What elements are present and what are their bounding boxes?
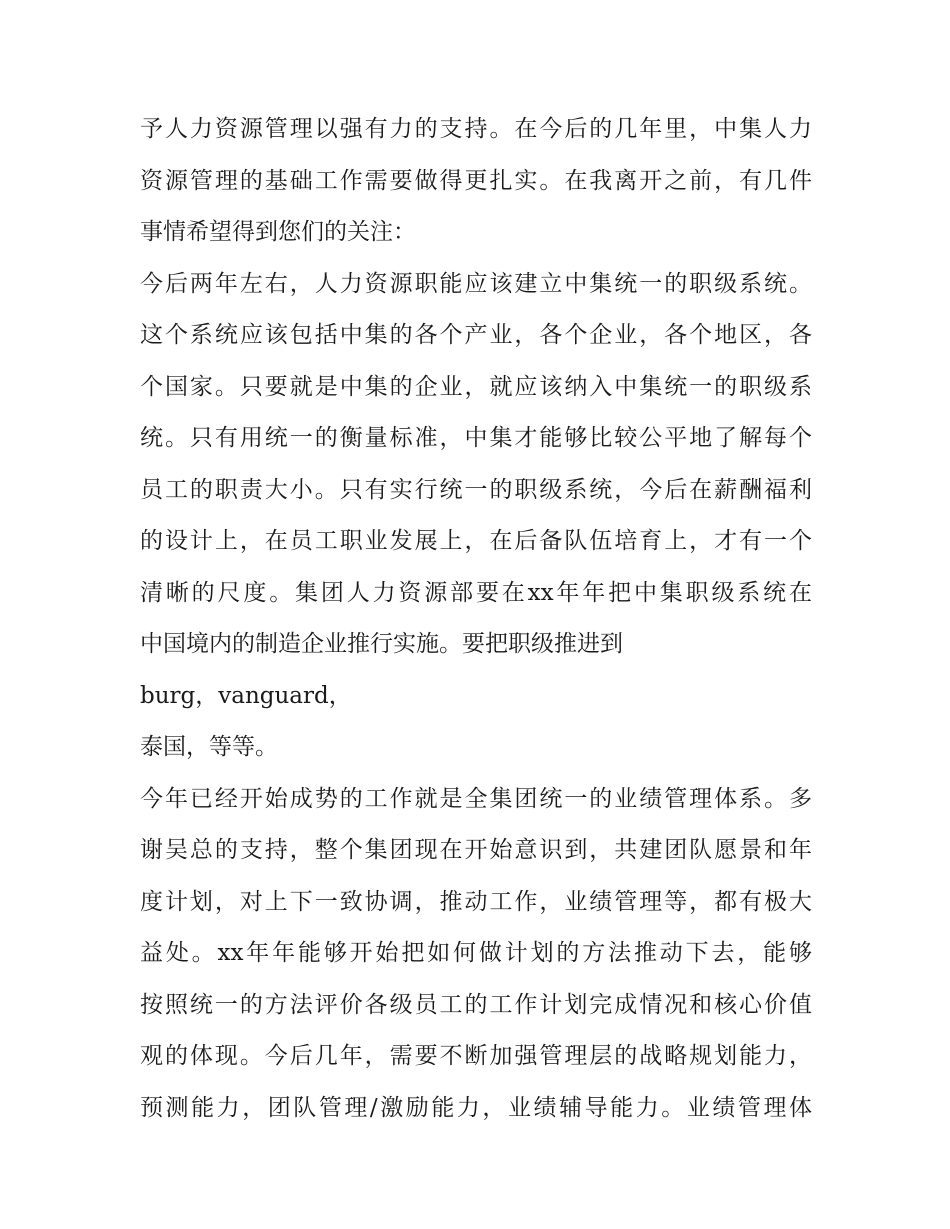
text-line: 这个系统应该包括中集的各个产业，各个企业，各个地区，各 [140,322,812,348]
text-line: 谢吴总的支持，整个集团现在开始意识到，共建团队愿景和年 [140,837,812,863]
text-line: 员工的职责大小。只有实行统一的职级系统，今后在薪酬福利 [140,476,812,503]
text-line: 今年已经开始成势的工作就是全集团统一的业绩管理体系。多 [140,785,812,812]
text-line: 预测能力，团队管理/激励能力，业绩辅导能力。业绩管理体 [140,1094,812,1121]
text-line: 中国境内的制造企业推行实施。要把职级推进到 [140,631,623,657]
text-line: 清晰的尺度。集团人力资源部要在xx年年把中集职级系统在 [140,579,812,606]
text-line: 个国家。只要就是中集的企业，就应该纳入中集统一的职级系 [140,373,812,400]
text-line: 事情希望得到您们的关注： [140,219,416,245]
text-line: 的设计上，在员工职业发展上，在后备队伍培育上，才有一个 [140,528,812,554]
text-line: 予人力资源管理以强有力的支持。在今后的几年里，中集人力 [140,116,812,142]
text-line: 按照统一的方法评价各级员工的工作计划完成情况和核心价值 [140,991,812,1018]
text-line: 观的体现。今后几年，需要不断加强管理层的战略规划能力， [140,1043,812,1069]
paragraph-grade-system [140,259,812,671]
text-line: 泰国，等等。 [140,734,278,760]
paragraph-locations [140,671,812,723]
text-line: 益处。xx年年能够开始把如何做计划的方法推动下去，能够 [140,940,812,966]
text-line: 度计划，对上下一致协调，推动工作，业绩管理等，都有极大 [140,888,812,915]
text-line: 资源管理的基础工作需要做得更扎实。在我离开之前，有几件 [140,167,812,194]
document-body [140,104,812,1134]
paragraph-performance-management [140,774,812,1135]
paragraph-thailand [140,722,812,774]
text-line: 统。只有用统一的衡量标准，中集才能够比较公平地了解每个 [140,425,812,451]
text-line: 今后两年左右，人力资源职能应该建立中集统一的职级系统。 [140,270,812,297]
text-line: burg，vanguard， [140,682,352,709]
paragraph-hr-support [140,104,812,259]
